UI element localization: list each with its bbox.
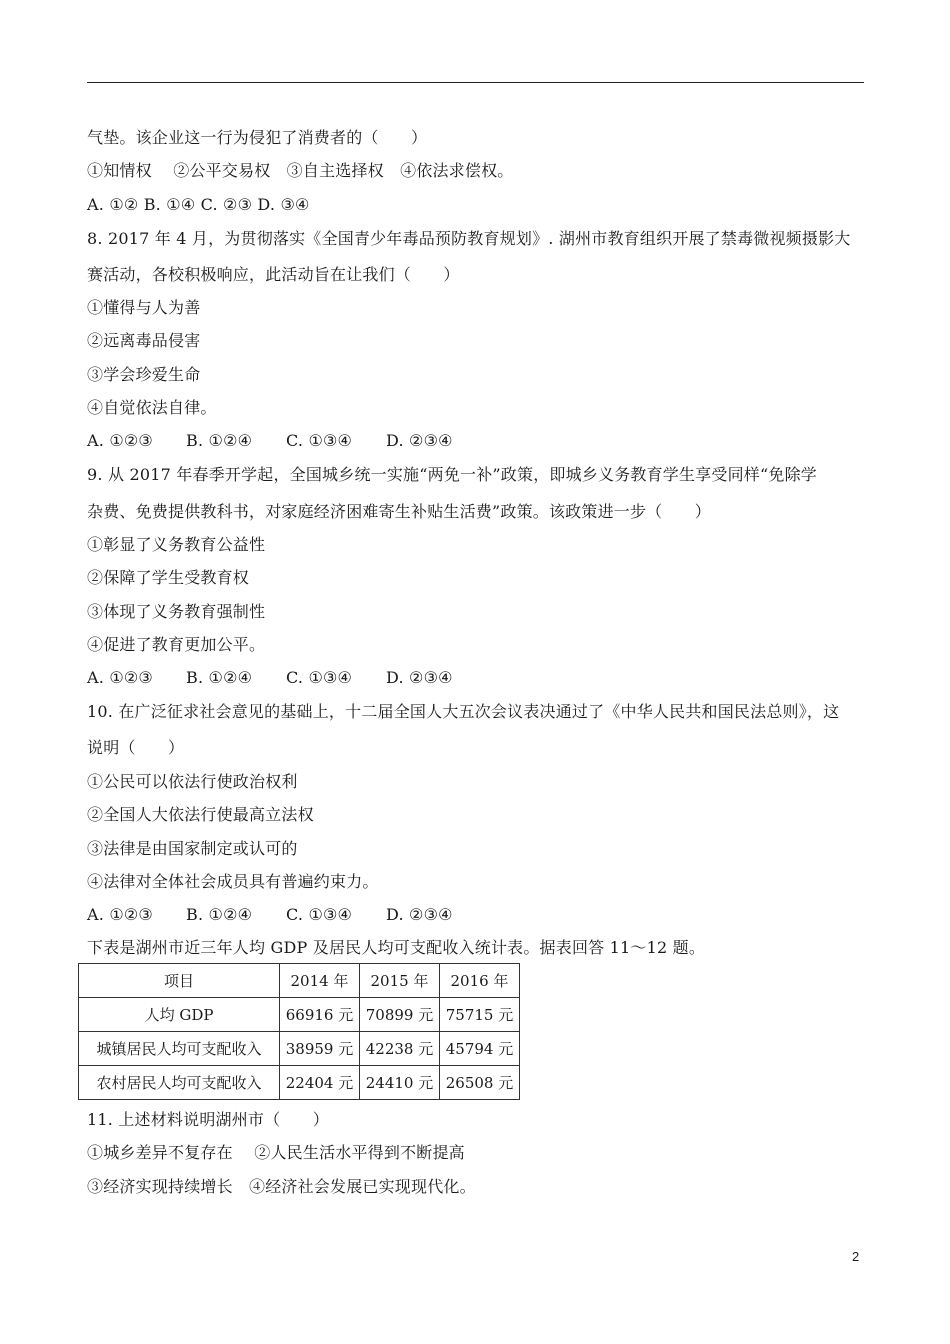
q8-item: ①懂得与人为善	[87, 298, 201, 317]
table-cell: 22404 元	[280, 1066, 360, 1100]
q10-answer-a: A. ①②③	[87, 905, 153, 924]
q11-stem: 11. 上述材料说明湖州市（ ）	[87, 1110, 329, 1129]
table-header-cell: 2014 年	[280, 964, 360, 998]
q10-answers	[87, 905, 453, 925]
q7-options: ①知情权 ②公平交易权 ③自主选择权 ④依法求偿权。	[87, 161, 514, 180]
table-header-cell: 2016 年	[440, 964, 520, 998]
q10-item: ②全国人大依法行使最高立法权	[87, 805, 314, 824]
table-header-cell: 2015 年	[360, 964, 440, 998]
q8-stem-line1: 8. 2017 年 4 月，为贯彻落实《全国青少年毒品预防教育规划》. 湖州市教育组织开展了禁毒微视频摄影大	[87, 229, 851, 248]
stats-table	[78, 963, 520, 1100]
q8-answer-d: D. ②③④	[386, 431, 453, 450]
table-cell: 70899 元	[360, 998, 440, 1032]
q9-item: ④促进了教育更加公平。	[87, 635, 266, 654]
table-cell: 66916 元	[280, 998, 360, 1032]
q8-item: ②远离毒品侵害	[87, 331, 201, 350]
q8-answer-c: C. ①③④	[286, 431, 353, 450]
q9-item: ③体现了义务教育强制性	[87, 602, 266, 621]
q9-answer-b: B. ①②④	[186, 668, 253, 687]
q9-answers	[87, 668, 453, 688]
q9-stem-line1: 9. 从 2017 年春季开学起，全国城乡统一实施“两免一补”政策，即城乡义务教育学生享受同样“免除学	[87, 465, 817, 484]
q10-answer-c: C. ①③④	[286, 905, 353, 924]
q11-options-line2: ③经济实现持续增长 ④经济社会发展已实现现代化。	[87, 1177, 476, 1196]
q10-stem-line2: 说明（ ）	[87, 738, 185, 757]
table-header-row	[79, 964, 520, 998]
q9-answer-a: A. ①②③	[87, 668, 153, 687]
q8-answer-a: A. ①②③	[87, 431, 153, 450]
table-cell: 75715 元	[440, 998, 520, 1032]
q8-answer-b: B. ①②④	[186, 431, 253, 450]
q11-options-line1: ①城乡差异不复存在 ②人民生活水平得到不断提高	[87, 1143, 465, 1162]
q9-answer-c: C. ①③④	[286, 668, 353, 687]
table-row	[79, 1066, 520, 1100]
q10-stem-line1: 10. 在广泛征求社会意见的基础上，十二届全国人大五次会议表决通过了《中华人民共和国民法总则》，这	[87, 702, 840, 721]
q10-answer-d: D. ②③④	[386, 905, 453, 924]
q10-item: ④法律对全体社会成员具有普遍约束力。	[87, 872, 379, 891]
table-cell: 农村居民人均可支配收入	[79, 1066, 280, 1100]
q8-item: ③学会珍爱生命	[87, 365, 201, 384]
q9-item: ①彰显了义务教育公益性	[87, 535, 266, 554]
q8-answers	[87, 431, 453, 451]
q8-item: ④自觉依法自律。	[87, 398, 217, 417]
table-cell: 城镇居民人均可支配收入	[79, 1032, 280, 1066]
table-cell: 38959 元	[280, 1032, 360, 1066]
table-cell: 人均 GDP	[79, 998, 280, 1032]
table-row	[79, 1032, 520, 1066]
q9-item: ②保障了学生受教育权	[87, 568, 250, 587]
q10-answer-b: B. ①②④	[186, 905, 253, 924]
q8-stem-line2: 赛活动，各校积极响应，此活动旨在让我们（ ）	[87, 265, 460, 284]
page-number: 2	[852, 1249, 860, 1264]
table-row	[79, 998, 520, 1032]
q10-item: ③法律是由国家制定或认可的	[87, 839, 298, 858]
table-cell: 45794 元	[440, 1032, 520, 1066]
q7-answers: A. ①② B. ①④ C. ②③ D. ③④	[87, 195, 310, 214]
table-intro: 下表是湖州市近三年人均 GDP 及居民人均可支配收入统计表。据表回答 11～12 题。	[87, 938, 706, 957]
table-cell: 42238 元	[360, 1032, 440, 1066]
table-cell: 24410 元	[360, 1066, 440, 1100]
table-header-cell: 项目	[79, 964, 280, 998]
q9-answer-d: D. ②③④	[386, 668, 453, 687]
q10-item: ①公民可以依法行使政治权利	[87, 772, 298, 791]
q7-stem: 气垫。该企业这一行为侵犯了消费者的（ ）	[87, 128, 428, 147]
q9-stem-line2: 杂费、免费提供教科书，对家庭经济困难寄生补贴生活费”政策。该政策进一步（ ）	[87, 502, 711, 521]
header-rule	[87, 82, 864, 83]
table-cell: 26508 元	[440, 1066, 520, 1100]
